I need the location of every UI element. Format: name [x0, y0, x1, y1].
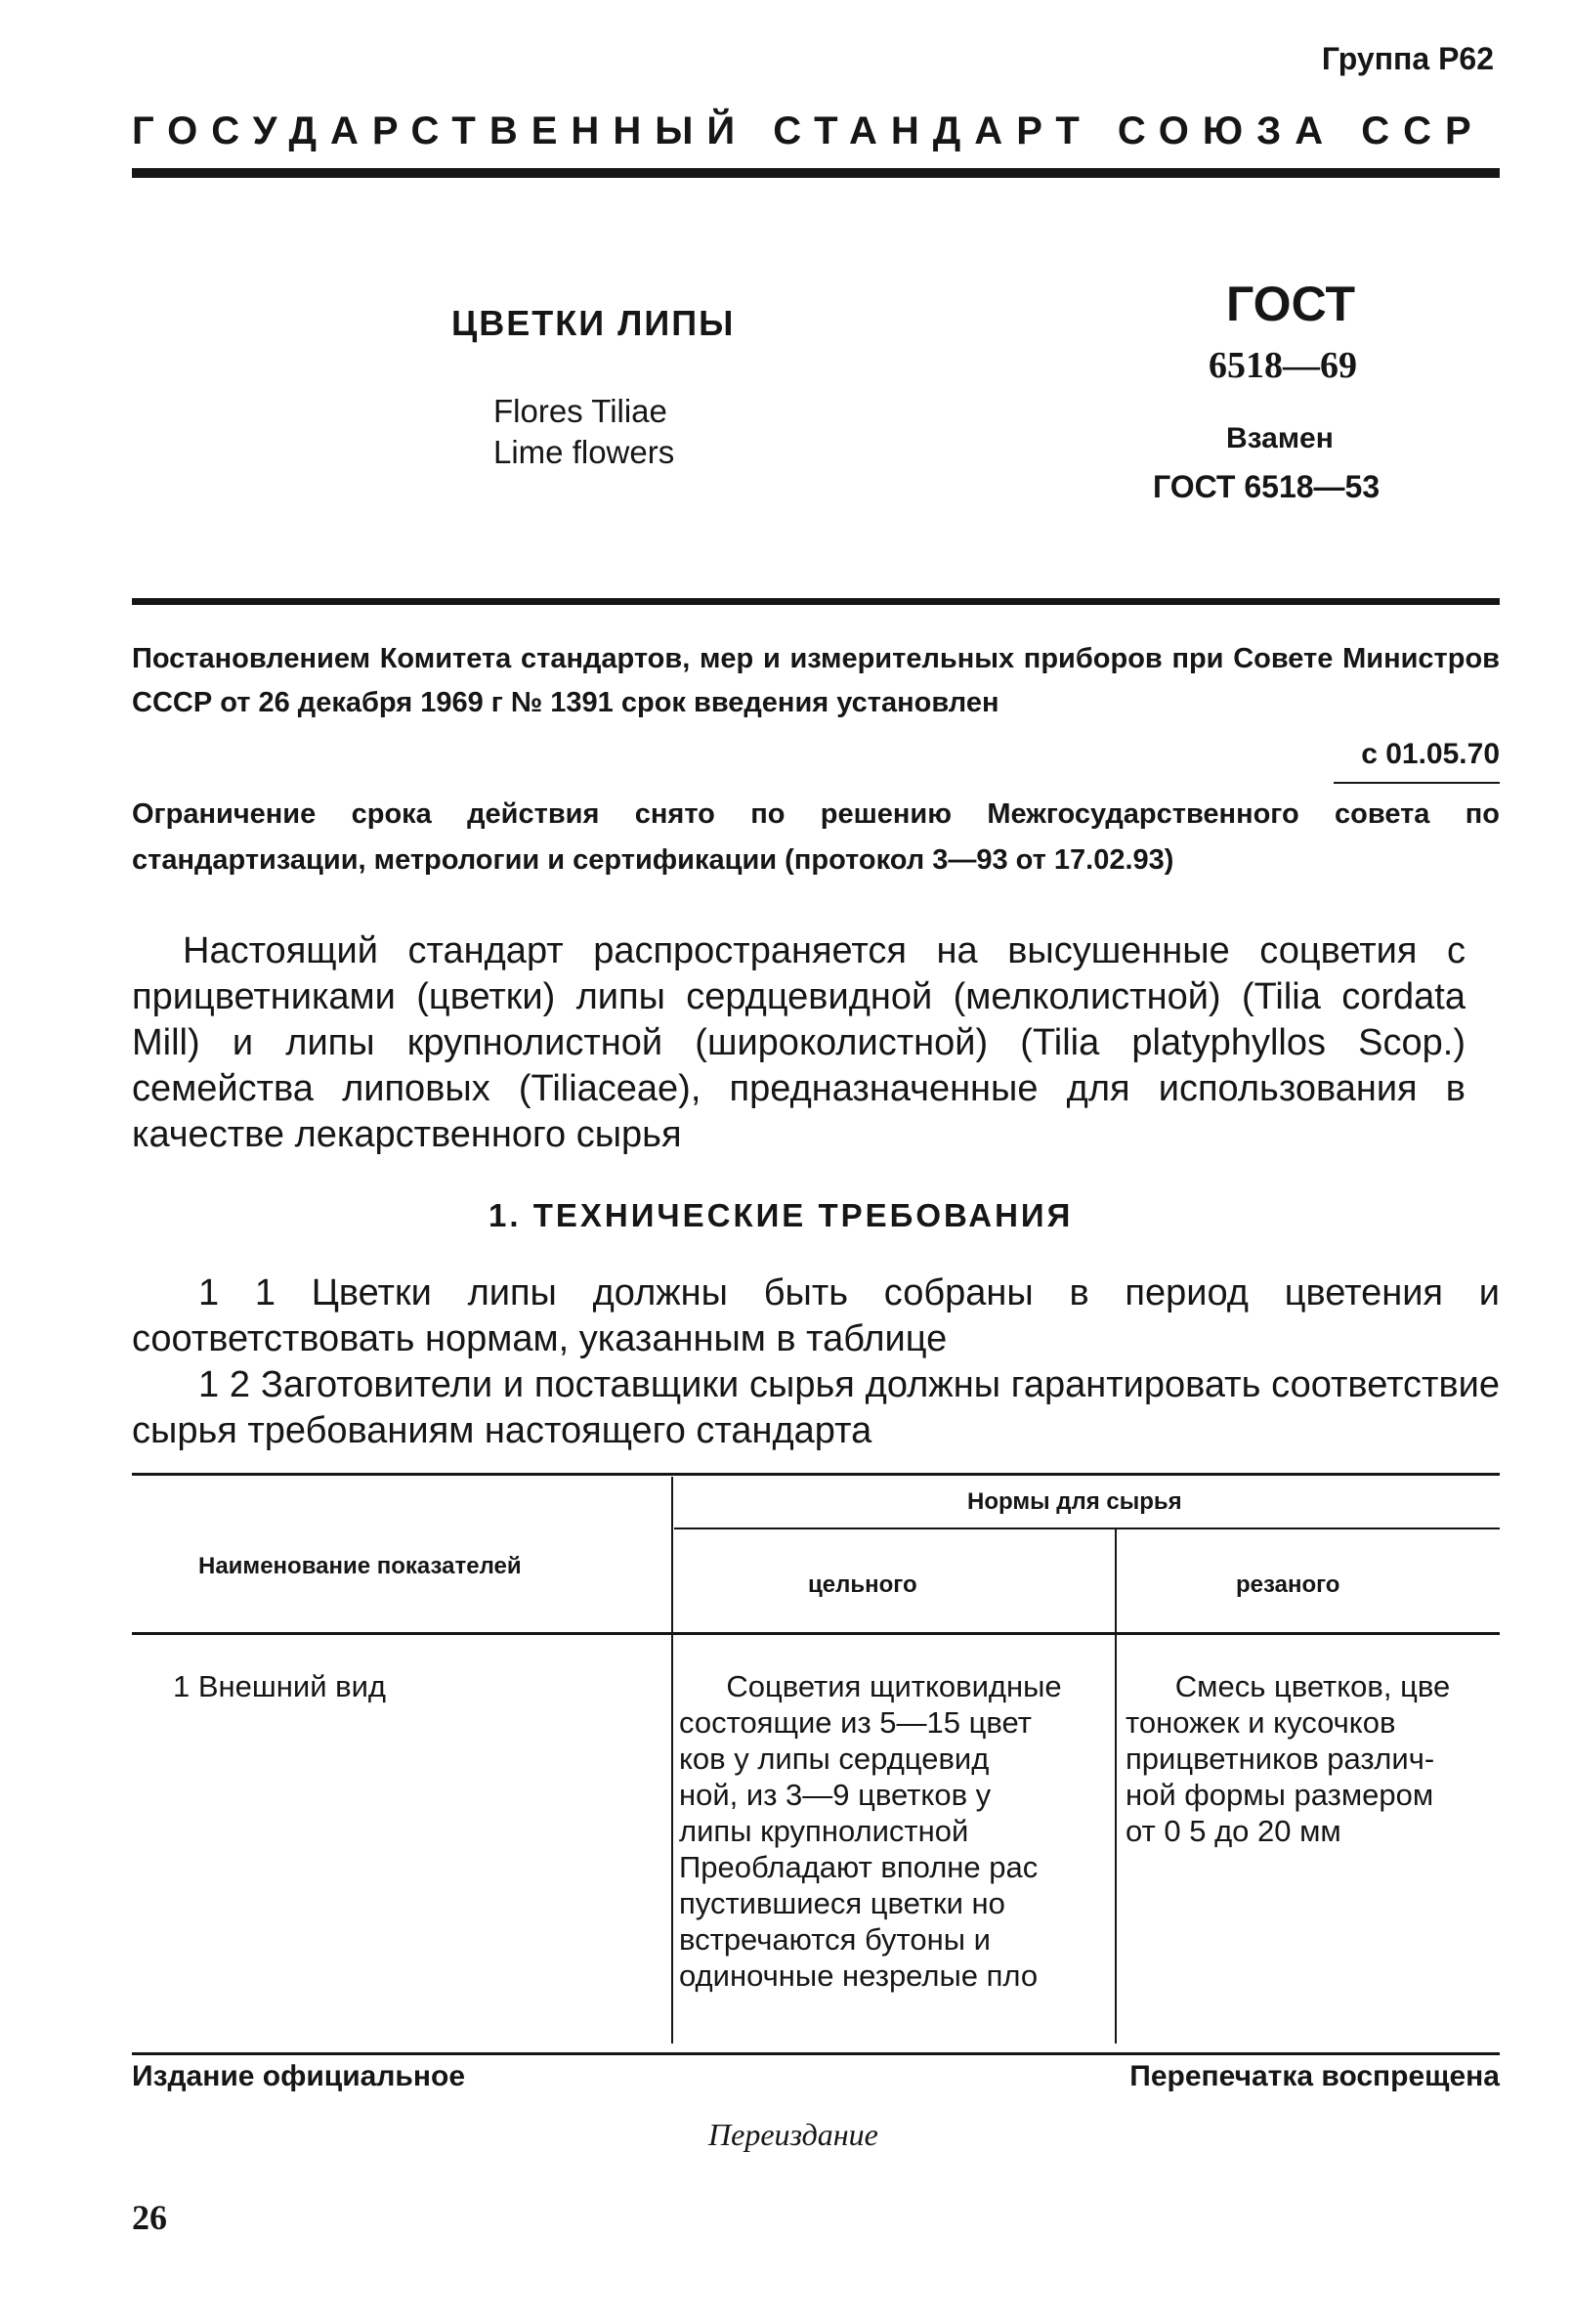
- requirements-table: [132, 1473, 1500, 2049]
- paragraph-1-1: 1 1 Цветки липы должны быть собраны в период цветения и соответствовать нормам, указанным в таблице: [132, 1272, 1500, 1359]
- table-cell-line: одиночные незрелые пло: [679, 1958, 1039, 1993]
- paragraph-1-2: 1 2 Заготовители и поставщики сырья должны гарантировать соответствие сырья требованиям настоящего стандарта: [132, 1364, 1500, 1451]
- replaces-label: Взамен: [1226, 422, 1334, 454]
- decree-date-underline: [1334, 782, 1500, 784]
- section-title: 1. ТЕХНИЧЕСКИЕ ТРЕБОВАНИЯ: [489, 1197, 1074, 1233]
- table-cell-line: Преобладают вполне рас: [679, 1850, 1039, 1884]
- table-cell-line: тоножек и кусочков: [1126, 1705, 1396, 1740]
- intro-paragraph: Настоящий стандарт распространяется на высушенные соцветия с прицветниками (цветки) липы сердцевидной (мелколистной) (Tilia cordata Mill) и липы крупнолистной (широколистной) (Tilia platyphyllos Scop.) семейства липовых (Tiliaceae), предназначенные для использования в качестве лекарственного сырья: [132, 930, 1466, 1155]
- restriction-text: Ограничение срока действия снято по решению Межгосударственного совета по стандартизации, метрологии и сертификации (протокол 3—93 от 17.02.93): [132, 798, 1500, 876]
- table-row-name: 1 Внешний вид: [173, 1669, 386, 1703]
- table-cell-line: Смесь цветков, цве: [1174, 1669, 1451, 1703]
- table-cell-line: липы крупнолистной: [679, 1814, 969, 1848]
- table-cell-line: встречаются бутоны и: [679, 1922, 991, 1957]
- section-rule: [132, 598, 1500, 605]
- gost-label: ГОСТ: [1226, 277, 1355, 331]
- table-cell-line: состоящие из 5—15 цвет: [679, 1705, 1032, 1740]
- table-cell-line: ной, из 3—9 цветков у: [679, 1778, 992, 1812]
- table-header-whole: цельного: [808, 1571, 917, 1598]
- table-cell-whole: [679, 1668, 1109, 1994]
- footer-reprint-notice: Перепечатка воспрещена: [1129, 2060, 1500, 2092]
- table-cell-line: ков у липы сердцевид: [679, 1742, 990, 1776]
- document-alt-names: [493, 391, 674, 473]
- document-title: ЦВЕТКИ ЛИПЫ: [451, 303, 736, 343]
- table-header-cut: резаного: [1236, 1571, 1340, 1598]
- table-top-rule: [132, 1473, 1500, 1476]
- decree-text: Постановлением Комитета стандартов, мер и измерительных приборов при Совете Министров СССР от 26 декабря 1969 г № 1391 срок введения установлен: [132, 643, 1500, 718]
- group-code: Группа Р62: [1321, 41, 1494, 76]
- table-cell-line: от 0 5 до 20 мм: [1126, 1814, 1341, 1848]
- table-cell-line: Соцветия щитковидные: [726, 1669, 1062, 1703]
- footer-rule: [132, 2052, 1500, 2055]
- page-number: 26: [132, 2198, 167, 2237]
- replaces-value: ГОСТ 6518—53: [1153, 469, 1381, 504]
- table-header-name: Наименование показателей: [198, 1553, 522, 1579]
- reissue-label: Переиздание: [708, 2117, 878, 2152]
- table-cell-cut: [1126, 1668, 1500, 1849]
- decree-date: с 01.05.70: [1361, 738, 1500, 770]
- header-rule: [132, 168, 1500, 178]
- standard-header-title: ГОСУДАРСТВЕННЫЙ СТАНДАРТ СОЮЗА ССР: [132, 109, 1485, 152]
- table-col-divider-1: [671, 1477, 673, 2044]
- table-cell-line: пустившиеся цветки но: [679, 1886, 1005, 1920]
- english-name: Lime flowers: [493, 434, 675, 470]
- table-cell-line: прицветников различ-: [1126, 1742, 1435, 1776]
- table-header-rule: [132, 1632, 1500, 1635]
- table-col-divider-2: [1115, 1529, 1117, 2044]
- table-header-norms: Нормы для сырья: [967, 1488, 1182, 1515]
- footer-official-edition: Издание официальное: [132, 2060, 466, 2092]
- table-norms-rule: [674, 1528, 1500, 1529]
- gost-number: 6518—69: [1209, 345, 1357, 386]
- table-cell-line: ной формы размером: [1126, 1778, 1434, 1812]
- latin-name: Flores Tiliae: [493, 393, 667, 429]
